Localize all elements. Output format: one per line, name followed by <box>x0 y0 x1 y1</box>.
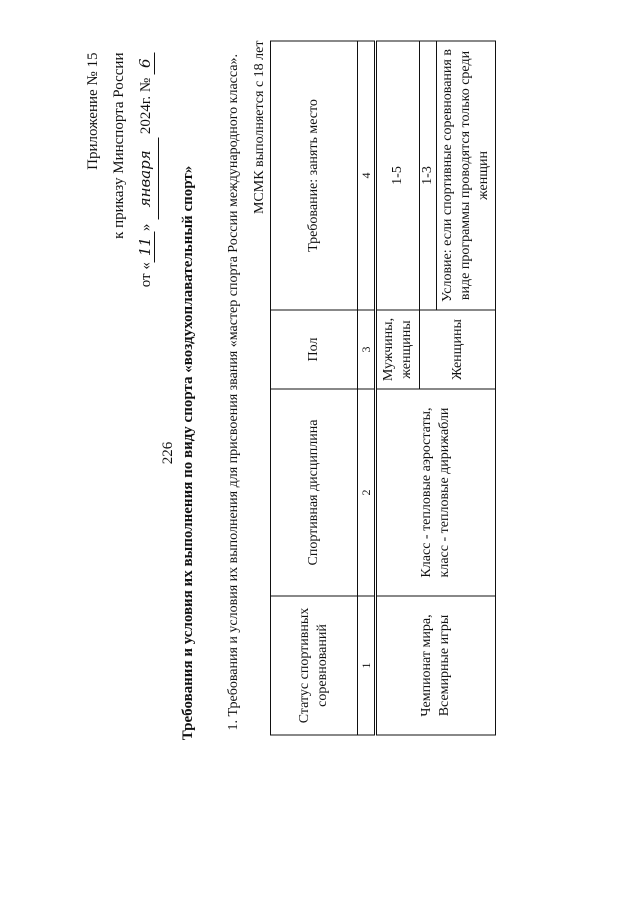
column-number: 3 <box>358 310 376 389</box>
order-date-line <box>132 52 159 287</box>
condition-cell: Условие: если спортивные соревнования в виде программы проводятся только среди женщин <box>437 41 496 310</box>
appendix-label: Приложение № 15 <box>85 52 101 170</box>
header-gender: Пол <box>271 310 358 389</box>
order-reference: к приказу Минспорта России <box>111 52 127 239</box>
document-title: Требования и условия их выполнения по виду спорта «воздухоплавательный спорт» <box>180 165 196 740</box>
header-status: Статус спортивных соревнований <box>271 596 358 735</box>
discipline-cell: Класс - тепловые аэростаты, класс - тепловые дирижабли <box>376 389 496 596</box>
table-row <box>376 41 420 735</box>
intro-paragraph: 1. Требования и условия их выполнения для присвоения звания «мастер спорта России международного класса». <box>226 53 241 730</box>
appendix-header <box>80 52 159 287</box>
column-number: 1 <box>358 596 376 735</box>
gender-cell: Женщины <box>420 310 496 389</box>
date-day: 11 <box>136 231 155 262</box>
table-number-row <box>358 41 376 735</box>
order-number: 6 <box>136 52 155 74</box>
column-number: 4 <box>358 41 376 310</box>
page-number: 226 <box>160 441 176 464</box>
header-place: Требование: занять место <box>271 41 358 310</box>
date-suffix: г. № <box>138 77 154 104</box>
date-year: 2024 <box>138 103 154 134</box>
requirements-table <box>270 40 496 735</box>
date-month: января <box>132 137 159 219</box>
place-cell: 1-5 <box>376 41 420 310</box>
status-cell: Чемпионат мира, Всемирные игры <box>376 596 496 735</box>
column-number: 2 <box>358 389 376 596</box>
place-cell: 1-3 <box>420 41 437 310</box>
date-prefix: от « <box>138 261 154 287</box>
gender-cell: Мужчины, женщины <box>376 310 420 389</box>
date-mid: » <box>138 223 154 231</box>
header-discipline: Спортивная дисциплина <box>271 389 358 596</box>
age-requirement-note: МСМК выполняется с 18 лет <box>252 40 267 214</box>
table-header-row <box>271 41 358 735</box>
